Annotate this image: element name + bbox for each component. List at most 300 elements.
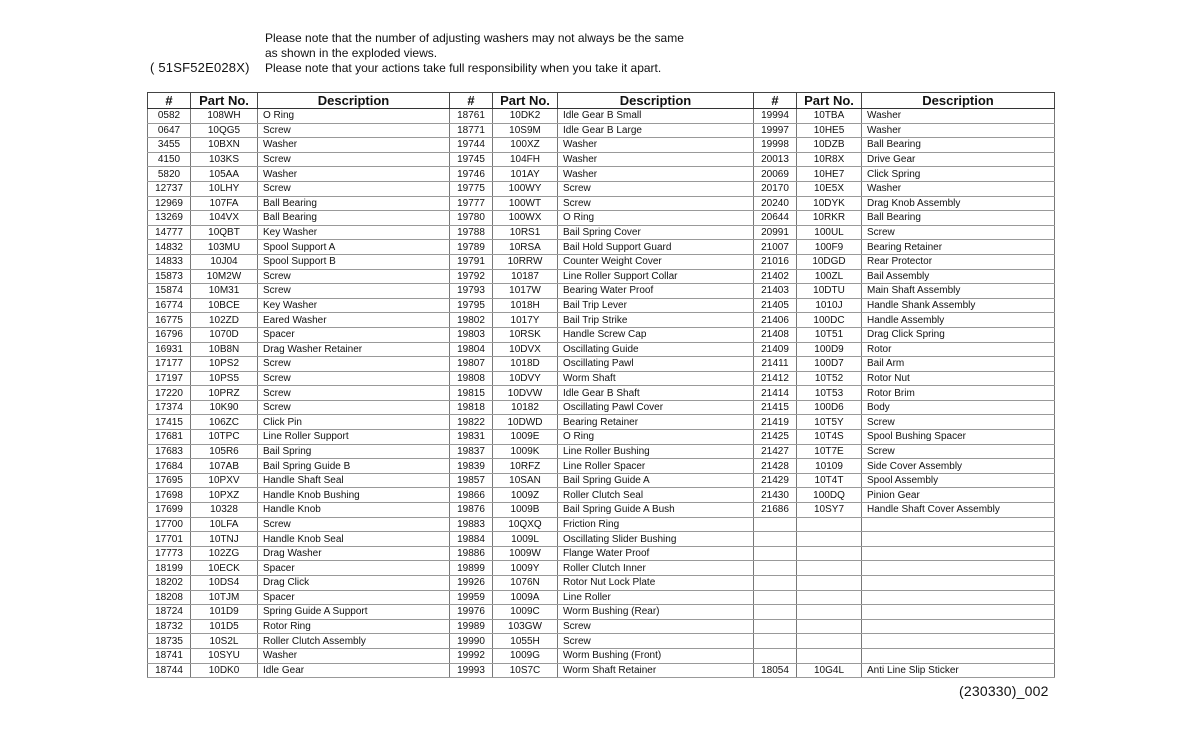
- part-number: 1055H: [493, 634, 558, 649]
- table-row: [148, 517, 1055, 532]
- part-description: Roller Clutch Inner: [558, 561, 754, 576]
- part-description: Roller Clutch Seal: [558, 488, 754, 503]
- item-number: 19807: [450, 357, 493, 372]
- item-number: 17220: [148, 386, 191, 401]
- part-number: 10SY7: [797, 503, 862, 518]
- header-part-no: Part No.: [191, 93, 258, 109]
- part-number: 105R6: [191, 444, 258, 459]
- item-number: 18761: [450, 109, 493, 124]
- item-number: 17698: [148, 488, 191, 503]
- part-description: Handle Knob Bushing: [258, 488, 450, 503]
- item-number: 19886: [450, 546, 493, 561]
- part-description: Spool Support A: [258, 240, 450, 255]
- table-row: [148, 211, 1055, 226]
- part-description: Oscillating Pawl: [558, 357, 754, 372]
- item-number: [754, 532, 797, 547]
- part-number: 1018D: [493, 357, 558, 372]
- part-number: 108WH: [191, 109, 258, 124]
- part-number: 100UL: [797, 225, 862, 240]
- table-row: [148, 181, 1055, 196]
- table-row: [148, 619, 1055, 634]
- table-row: [148, 152, 1055, 167]
- item-number: 17773: [148, 546, 191, 561]
- part-description: Screw: [558, 634, 754, 649]
- disclaimer-notes: [265, 31, 684, 76]
- part-number: 103MU: [191, 240, 258, 255]
- part-description: Screw: [258, 269, 450, 284]
- part-number: 10RKR: [797, 211, 862, 226]
- item-number: 21405: [754, 298, 797, 313]
- part-number: 10QG5: [191, 123, 258, 138]
- part-description: Spool Support B: [258, 254, 450, 269]
- table-row: [148, 532, 1055, 547]
- part-description: Flange Water Proof: [558, 546, 754, 561]
- part-number: 10DVX: [493, 342, 558, 357]
- item-number: 0582: [148, 109, 191, 124]
- item-number: 19989: [450, 619, 493, 634]
- part-number: 10187: [493, 269, 558, 284]
- item-number: [754, 619, 797, 634]
- part-number: [797, 648, 862, 663]
- part-number: 10E5X: [797, 181, 862, 196]
- part-number: 10TPC: [191, 430, 258, 445]
- header-part-no: Part No.: [797, 93, 862, 109]
- part-number: 1009A: [493, 590, 558, 605]
- part-description: Screw: [258, 284, 450, 299]
- part-number: 100DC: [797, 313, 862, 328]
- part-description: Line Roller Bushing: [558, 444, 754, 459]
- part-description: [862, 619, 1055, 634]
- part-number: 10T5Y: [797, 415, 862, 430]
- part-number: 103KS: [191, 152, 258, 167]
- part-number: 1018H: [493, 298, 558, 313]
- part-number: 10BXN: [191, 138, 258, 153]
- table-row: [148, 444, 1055, 459]
- item-number: 19899: [450, 561, 493, 576]
- part-description: Ball Bearing: [862, 138, 1055, 153]
- part-number: 100D9: [797, 342, 862, 357]
- item-number: 19990: [450, 634, 493, 649]
- part-description: Oscillating Guide: [558, 342, 754, 357]
- table-row: [148, 473, 1055, 488]
- item-number: 18054: [754, 663, 797, 678]
- part-number: 10TNJ: [191, 532, 258, 547]
- part-number: 1017Y: [493, 313, 558, 328]
- item-number: [754, 576, 797, 591]
- part-description: Click Spring: [862, 167, 1055, 182]
- item-number: 21412: [754, 371, 797, 386]
- item-number: 19795: [450, 298, 493, 313]
- part-number: 10T7E: [797, 444, 862, 459]
- part-number: 10QXQ: [493, 517, 558, 532]
- part-number: 1009Y: [493, 561, 558, 576]
- part-description: Screw: [862, 415, 1055, 430]
- part-number: 1009G: [493, 648, 558, 663]
- item-number: 17700: [148, 517, 191, 532]
- part-number: 1070D: [191, 327, 258, 342]
- part-number: [797, 576, 862, 591]
- item-number: 20170: [754, 181, 797, 196]
- table-row: [148, 430, 1055, 445]
- item-number: 17374: [148, 400, 191, 415]
- part-description: Key Washer: [258, 298, 450, 313]
- item-number: 21411: [754, 357, 797, 372]
- part-number: 10T4T: [797, 473, 862, 488]
- item-number: 19857: [450, 473, 493, 488]
- part-description: Drag Washer: [258, 546, 450, 561]
- item-number: 19789: [450, 240, 493, 255]
- part-description: Screw: [258, 371, 450, 386]
- table-row: [148, 488, 1055, 503]
- part-description: Screw: [558, 196, 754, 211]
- part-description: Drag Washer Retainer: [258, 342, 450, 357]
- table-row: [148, 109, 1055, 124]
- part-number: 103GW: [493, 619, 558, 634]
- item-number: [754, 590, 797, 605]
- part-description: Oscillating Pawl Cover: [558, 400, 754, 415]
- item-number: 19818: [450, 400, 493, 415]
- part-description: Line Roller Support: [258, 430, 450, 445]
- part-number: 102ZD: [191, 313, 258, 328]
- table-row: [148, 459, 1055, 474]
- part-description: Rotor Nut: [862, 371, 1055, 386]
- header-description: Description: [258, 93, 450, 109]
- part-description: Ball Bearing: [258, 211, 450, 226]
- header-num: #: [148, 93, 191, 109]
- part-description: Line Roller Spacer: [558, 459, 754, 474]
- item-number: 18735: [148, 634, 191, 649]
- part-description: Washer: [558, 138, 754, 153]
- part-number: 100WX: [493, 211, 558, 226]
- part-description: Handle Assembly: [862, 313, 1055, 328]
- item-number: 19992: [450, 648, 493, 663]
- part-description: Bearing Water Proof: [558, 284, 754, 299]
- item-number: [754, 561, 797, 576]
- part-number: 10T53: [797, 386, 862, 401]
- part-description: [862, 546, 1055, 561]
- item-number: 12737: [148, 181, 191, 196]
- part-description: Worm Bushing (Front): [558, 648, 754, 663]
- part-description: Drag Click Spring: [862, 327, 1055, 342]
- part-number: 102ZG: [191, 546, 258, 561]
- part-description: [862, 561, 1055, 576]
- table-row: [148, 590, 1055, 605]
- header-num: #: [450, 93, 493, 109]
- part-description: Drag Click: [258, 576, 450, 591]
- item-number: 19746: [450, 167, 493, 182]
- part-description: Rotor Nut Lock Plate: [558, 576, 754, 591]
- part-number: 10S9M: [493, 123, 558, 138]
- part-number: 1076N: [493, 576, 558, 591]
- part-number: 10DZB: [797, 138, 862, 153]
- part-description: Drag Knob Assembly: [862, 196, 1055, 211]
- item-number: 21414: [754, 386, 797, 401]
- part-number: 1017W: [493, 284, 558, 299]
- part-description: O Ring: [558, 211, 754, 226]
- part-number: 100D6: [797, 400, 862, 415]
- item-number: 19997: [754, 123, 797, 138]
- part-description: Spacer: [258, 327, 450, 342]
- part-description: Spool Bushing Spacer: [862, 430, 1055, 445]
- item-number: [754, 546, 797, 561]
- item-number: 5820: [148, 167, 191, 182]
- table-row: [148, 298, 1055, 313]
- item-number: 19959: [450, 590, 493, 605]
- part-description: O Ring: [558, 430, 754, 445]
- part-description: O Ring: [258, 109, 450, 124]
- part-description: Washer: [558, 152, 754, 167]
- part-description: Screw: [862, 444, 1055, 459]
- item-number: [754, 634, 797, 649]
- parts-table-body: [148, 109, 1055, 678]
- part-number: [797, 546, 862, 561]
- part-description: Counter Weight Cover: [558, 254, 754, 269]
- part-number: 10RS1: [493, 225, 558, 240]
- part-number: 100F9: [797, 240, 862, 255]
- item-number: 18202: [148, 576, 191, 591]
- item-number: 19802: [450, 313, 493, 328]
- part-number: 10DWD: [493, 415, 558, 430]
- part-number: 101AY: [493, 167, 558, 182]
- part-description: Pinion Gear: [862, 488, 1055, 503]
- part-number: 10182: [493, 400, 558, 415]
- item-number: [754, 648, 797, 663]
- item-number: 3455: [148, 138, 191, 153]
- part-number: 100XZ: [493, 138, 558, 153]
- part-description: Spacer: [258, 561, 450, 576]
- part-number: 107AB: [191, 459, 258, 474]
- part-description: Idle Gear B Large: [558, 123, 754, 138]
- part-number: 10T52: [797, 371, 862, 386]
- part-description: Idle Gear: [258, 663, 450, 678]
- header-part-no: Part No.: [493, 93, 558, 109]
- item-number: 21016: [754, 254, 797, 269]
- part-number: 101D9: [191, 605, 258, 620]
- item-number: 21429: [754, 473, 797, 488]
- part-number: 1009K: [493, 444, 558, 459]
- table-row: [148, 357, 1055, 372]
- part-number: 10DGD: [797, 254, 862, 269]
- part-number: [797, 561, 862, 576]
- item-number: 21409: [754, 342, 797, 357]
- item-number: 19792: [450, 269, 493, 284]
- part-description: Key Washer: [258, 225, 450, 240]
- part-number: 10PS2: [191, 357, 258, 372]
- part-description: [862, 634, 1055, 649]
- part-description: [862, 532, 1055, 547]
- part-number: 10109: [797, 459, 862, 474]
- part-number: 10RSA: [493, 240, 558, 255]
- item-number: 19926: [450, 576, 493, 591]
- part-number: 10ECK: [191, 561, 258, 576]
- part-number: 10K90: [191, 400, 258, 415]
- item-number: 21415: [754, 400, 797, 415]
- item-number: 19883: [450, 517, 493, 532]
- part-number: 10DTU: [797, 284, 862, 299]
- part-description: Friction Ring: [558, 517, 754, 532]
- item-number: 19866: [450, 488, 493, 503]
- part-description: Screw: [558, 181, 754, 196]
- part-description: Handle Shaft Cover Assembly: [862, 503, 1055, 518]
- part-description: Worm Shaft Retainer: [558, 663, 754, 678]
- item-number: 19793: [450, 284, 493, 299]
- part-description: Spring Guide A Support: [258, 605, 450, 620]
- item-number: 19808: [450, 371, 493, 386]
- part-number: 10M31: [191, 284, 258, 299]
- item-number: 18724: [148, 605, 191, 620]
- part-description: [862, 517, 1055, 532]
- part-number: 10328: [191, 503, 258, 518]
- part-number: [797, 532, 862, 547]
- table-row: [148, 313, 1055, 328]
- item-number: 16774: [148, 298, 191, 313]
- item-number: 21403: [754, 284, 797, 299]
- item-number: 15873: [148, 269, 191, 284]
- part-number: 10RSK: [493, 327, 558, 342]
- part-number: 100WT: [493, 196, 558, 211]
- part-number: [797, 590, 862, 605]
- part-description: Ball Bearing: [258, 196, 450, 211]
- part-description: Washer: [862, 181, 1055, 196]
- part-description: Idle Gear B Shaft: [558, 386, 754, 401]
- part-number: 10RRW: [493, 254, 558, 269]
- part-number: 10SAN: [493, 473, 558, 488]
- part-number: 100D7: [797, 357, 862, 372]
- item-number: 18744: [148, 663, 191, 678]
- part-description: Washer: [862, 123, 1055, 138]
- item-number: 19804: [450, 342, 493, 357]
- table-row: [148, 503, 1055, 518]
- part-description: Idle Gear B Small: [558, 109, 754, 124]
- part-number: 10T51: [797, 327, 862, 342]
- part-number: [797, 619, 862, 634]
- item-number: 17683: [148, 444, 191, 459]
- part-description: [862, 576, 1055, 591]
- table-row: [148, 138, 1055, 153]
- part-description: Handle Knob: [258, 503, 450, 518]
- part-description: Bail Hold Support Guard: [558, 240, 754, 255]
- part-description: Washer: [258, 648, 450, 663]
- part-number: 10T4S: [797, 430, 862, 445]
- part-description: Screw: [558, 619, 754, 634]
- item-number: 14832: [148, 240, 191, 255]
- model-code: ( 51SF52E028X): [150, 60, 250, 75]
- table-row: [148, 400, 1055, 415]
- part-description: Worm Shaft: [558, 371, 754, 386]
- item-number: 14777: [148, 225, 191, 240]
- item-number: 21406: [754, 313, 797, 328]
- table-row: [148, 648, 1055, 663]
- part-description: Screw: [258, 181, 450, 196]
- part-number: [797, 634, 862, 649]
- part-description: Roller Clutch Assembly: [258, 634, 450, 649]
- part-description: Screw: [258, 357, 450, 372]
- part-number: 10M2W: [191, 269, 258, 284]
- item-number: 21428: [754, 459, 797, 474]
- part-description: Line Roller: [558, 590, 754, 605]
- item-number: 16775: [148, 313, 191, 328]
- part-number: 100WY: [493, 181, 558, 196]
- document-code: (230330)_002: [959, 683, 1049, 699]
- item-number: 19837: [450, 444, 493, 459]
- item-number: 19775: [450, 181, 493, 196]
- item-number: 21402: [754, 269, 797, 284]
- part-number: 10PS5: [191, 371, 258, 386]
- part-description: Handle Shank Assembly: [862, 298, 1055, 313]
- table-row: [148, 386, 1055, 401]
- item-number: 21430: [754, 488, 797, 503]
- table-row: [148, 605, 1055, 620]
- item-number: 16931: [148, 342, 191, 357]
- item-number: 17415: [148, 415, 191, 430]
- part-number: 10PXZ: [191, 488, 258, 503]
- part-number: 104VX: [191, 211, 258, 226]
- part-number: 10RFZ: [493, 459, 558, 474]
- part-description: Bearing Retainer: [862, 240, 1055, 255]
- item-number: 17681: [148, 430, 191, 445]
- table-row: [148, 415, 1055, 430]
- item-number: 21425: [754, 430, 797, 445]
- item-number: 18741: [148, 648, 191, 663]
- item-number: 19976: [450, 605, 493, 620]
- item-number: 18771: [450, 123, 493, 138]
- item-number: 19803: [450, 327, 493, 342]
- part-number: 10DK2: [493, 109, 558, 124]
- part-number: 1009W: [493, 546, 558, 561]
- parts-table: [147, 92, 1055, 678]
- part-description: Screw: [258, 152, 450, 167]
- part-description: Bail Spring Guide A: [558, 473, 754, 488]
- part-description: Washer: [862, 109, 1055, 124]
- table-row: [148, 225, 1055, 240]
- part-number: 10J04: [191, 254, 258, 269]
- part-description: Bail Spring Guide B: [258, 459, 450, 474]
- part-description: Bail Arm: [862, 357, 1055, 372]
- table-row: [148, 327, 1055, 342]
- table-row: [148, 123, 1055, 138]
- part-number: 10PRZ: [191, 386, 258, 401]
- table-row: [148, 284, 1055, 299]
- part-description: Spacer: [258, 590, 450, 605]
- part-number: [797, 517, 862, 532]
- part-description: Washer: [258, 138, 450, 153]
- part-description: Handle Screw Cap: [558, 327, 754, 342]
- part-number: 10DS4: [191, 576, 258, 591]
- part-description: Bail Trip Lever: [558, 298, 754, 313]
- item-number: 19815: [450, 386, 493, 401]
- table-row: [148, 342, 1055, 357]
- part-number: 10TJM: [191, 590, 258, 605]
- part-description: Line Roller Support Collar: [558, 269, 754, 284]
- part-number: 10R8X: [797, 152, 862, 167]
- table-row: [148, 546, 1055, 561]
- item-number: 16796: [148, 327, 191, 342]
- part-description: Rotor Ring: [258, 619, 450, 634]
- table-row: [148, 196, 1055, 211]
- part-number: 10HE5: [797, 123, 862, 138]
- item-number: 18732: [148, 619, 191, 634]
- item-number: 21408: [754, 327, 797, 342]
- part-number: 10G4L: [797, 663, 862, 678]
- part-number: 1009B: [493, 503, 558, 518]
- item-number: 19777: [450, 196, 493, 211]
- table-row: [148, 561, 1055, 576]
- part-number: 104FH: [493, 152, 558, 167]
- part-description: Bearing Retainer: [558, 415, 754, 430]
- item-number: [754, 517, 797, 532]
- item-number: 19822: [450, 415, 493, 430]
- part-number: 101D5: [191, 619, 258, 634]
